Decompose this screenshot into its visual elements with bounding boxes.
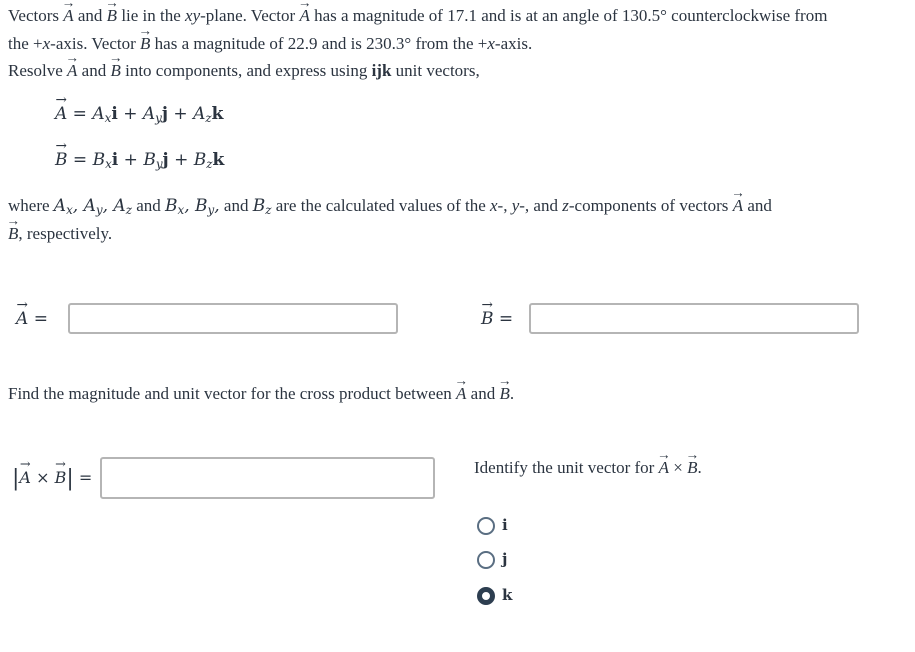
problem-line-2: the +x-axis. Vector → B has a magnitude of 22.9 and is 230.3° from the +x-axis. (8, 34, 532, 54)
equation-a: → $A = A_xi + A_yj + A_zk$ (55, 104, 223, 124)
option-i-label: i (502, 516, 508, 534)
radio-option-i[interactable] (477, 517, 495, 535)
option-k-label: k (502, 586, 513, 604)
where-line-1: where $A_x$, $A_y$, $A_z$ and $B_x$, $B_y$, and $B_z$ are the calculated values of the x-, y-, and z-components of vectors → A and (8, 196, 772, 216)
problem-line-1: Vectors → A and → B lie in the xy-plane. Vector → A has a magnitude of 17.1 and is at an angle of 130.5° counterclockwise from (8, 6, 827, 26)
cross-magnitude-label: |→ A × → B| = (12, 466, 92, 491)
answer-b-label: → B = (481, 309, 513, 329)
cross-magnitude-input[interactable] (100, 457, 435, 499)
vector-a-symbol: → A (63, 6, 73, 26)
radio-option-j[interactable] (477, 551, 495, 569)
cross-product-prompt: Find the magnitude and unit vector for the cross product between → A and → B. (8, 384, 514, 404)
equation-b: → $B = B_xi + B_yj + B_zk$ (55, 150, 224, 170)
where-line-2: → B, respectively. (8, 224, 112, 244)
radio-option-k-selected[interactable] (477, 587, 495, 605)
problem-line-3: Resolve → A and → B into components, and express using ijk unit vectors, (8, 61, 480, 81)
vector-b-symbol: → B (107, 6, 117, 26)
answer-b-input[interactable] (529, 303, 859, 334)
identify-unit-vector-prompt: Identify the unit vector for → A × → B. (474, 458, 702, 478)
answer-a-label: → A = (16, 309, 48, 329)
answer-a-input[interactable] (68, 303, 398, 334)
option-j-label: j (502, 550, 508, 568)
